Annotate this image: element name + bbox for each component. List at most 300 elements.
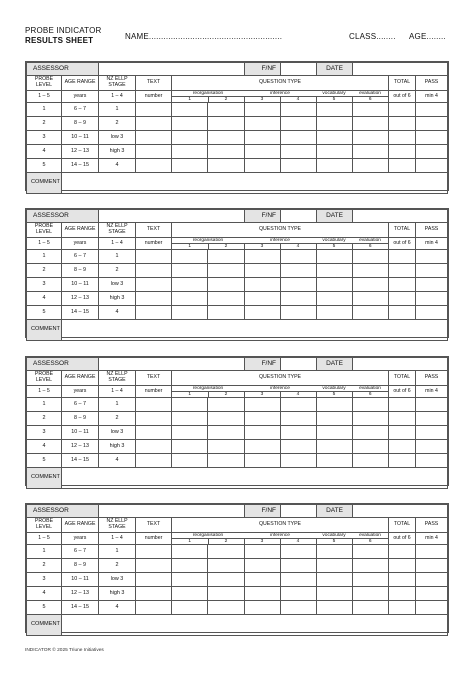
assessor-label: ASSESSOR: [27, 358, 99, 371]
pass-header: PASS: [416, 76, 448, 91]
entry-cell[interactable]: [136, 159, 172, 173]
entry-cell[interactable]: [136, 412, 172, 426]
entry-cell[interactable]: [317, 426, 353, 440]
question-number: 5: [316, 392, 352, 398]
entry-cell[interactable]: [208, 545, 245, 559]
entry-cell[interactable]: [389, 573, 416, 587]
entry-cell[interactable]: [281, 145, 317, 159]
entry-cell[interactable]: [389, 559, 416, 573]
entry-cell[interactable]: [353, 145, 389, 159]
probe-level-cell: 1: [27, 398, 62, 412]
entry-cell[interactable]: [281, 398, 317, 412]
probe-level-cell: 1: [27, 250, 62, 264]
entry-cell[interactable]: [389, 278, 416, 292]
entry-cell[interactable]: [208, 292, 245, 306]
entry-cell[interactable]: [245, 292, 281, 306]
question-number: 1: [172, 97, 208, 103]
entry-cell[interactable]: [317, 601, 353, 615]
vocabulary-label: vocabulary: [322, 533, 346, 538]
entry-cell[interactable]: [172, 131, 208, 145]
results-table-1: [25, 61, 449, 191]
entry-cell[interactable]: [245, 306, 281, 320]
entry-cell[interactable]: [208, 426, 245, 440]
entry-cell[interactable]: [172, 454, 208, 468]
name-field[interactable]: NAME.......................................................: [125, 32, 283, 41]
entry-cell[interactable]: [317, 250, 353, 264]
number-label: number: [136, 91, 172, 103]
nz-ellp-cell: low 3: [99, 573, 136, 587]
entry-cell[interactable]: [281, 601, 317, 615]
entry-cell[interactable]: [245, 601, 281, 615]
entry-cell[interactable]: [172, 117, 208, 131]
entry-cell[interactable]: [208, 559, 245, 573]
nz-ellp-cell: 4: [99, 601, 136, 615]
entry-cell[interactable]: [416, 131, 448, 145]
entry-cell[interactable]: [353, 426, 389, 440]
probe-level-cell: 3: [27, 278, 62, 292]
probe-level-cell: 1: [27, 545, 62, 559]
entry-cell[interactable]: [416, 278, 448, 292]
table-row: [27, 103, 448, 117]
entry-cell[interactable]: [208, 412, 245, 426]
probe-level-cell: 5: [27, 159, 62, 173]
table-row: [27, 145, 448, 159]
entry-cell[interactable]: [389, 131, 416, 145]
entry-cell[interactable]: [172, 103, 208, 117]
entry-cell[interactable]: [208, 145, 245, 159]
inference-label: inference: [270, 238, 290, 243]
title-block: [25, 26, 102, 46]
age-range-header: AGE RANGE: [62, 76, 99, 91]
entry-cell[interactable]: [172, 145, 208, 159]
entry-cell[interactable]: [353, 159, 389, 173]
results-table-4: [25, 503, 449, 633]
entry-cell[interactable]: [353, 454, 389, 468]
comment-input[interactable]: [62, 320, 448, 341]
entry-cell[interactable]: [317, 545, 353, 559]
nz-ellp-header: NZ ELLP STAGE: [99, 223, 136, 238]
table-row: [27, 440, 448, 454]
entry-cell[interactable]: [281, 117, 317, 131]
entry-cell[interactable]: [416, 159, 448, 173]
entry-cell[interactable]: [281, 278, 317, 292]
entry-cell[interactable]: [172, 264, 208, 278]
entry-cell[interactable]: [353, 573, 389, 587]
comment-input[interactable]: [62, 615, 448, 636]
vocabulary-label: vocabulary: [322, 91, 346, 96]
entry-cell[interactable]: [416, 587, 448, 601]
question-number: 4: [280, 539, 316, 545]
entry-cell[interactable]: [353, 412, 389, 426]
entry-cell[interactable]: [416, 454, 448, 468]
entry-cell[interactable]: [172, 292, 208, 306]
entry-cell[interactable]: [416, 573, 448, 587]
date-input[interactable]: [353, 505, 448, 518]
question-number: 2: [208, 244, 244, 250]
entry-cell[interactable]: [353, 306, 389, 320]
entry-cell[interactable]: [317, 159, 353, 173]
table-row: [27, 412, 448, 426]
entry-cell[interactable]: [245, 145, 281, 159]
entry-cell[interactable]: [208, 398, 245, 412]
entry-cell[interactable]: [245, 278, 281, 292]
question-number: 3: [244, 97, 280, 103]
probe-level-header: PROBE LEVEL: [27, 223, 62, 238]
entry-cell[interactable]: [136, 398, 172, 412]
entry-cell[interactable]: [317, 306, 353, 320]
age-range-cell: 6 – 7: [62, 103, 99, 117]
entry-cell[interactable]: [208, 587, 245, 601]
entry-cell[interactable]: [389, 103, 416, 117]
table-row: [27, 117, 448, 131]
entry-cell[interactable]: [281, 103, 317, 117]
entry-cell[interactable]: [245, 103, 281, 117]
entry-cell[interactable]: [136, 145, 172, 159]
entry-cell[interactable]: [416, 306, 448, 320]
entry-cell[interactable]: [317, 278, 353, 292]
entry-cell[interactable]: [136, 264, 172, 278]
entry-cell[interactable]: [317, 103, 353, 117]
question-number: 4: [280, 244, 316, 250]
entry-cell[interactable]: [136, 587, 172, 601]
question-number: 1: [172, 392, 208, 398]
entry-cell[interactable]: [245, 264, 281, 278]
entry-cell[interactable]: [281, 545, 317, 559]
entry-cell[interactable]: [245, 545, 281, 559]
entry-cell[interactable]: [353, 278, 389, 292]
nz-ellp-cell: high 3: [99, 145, 136, 159]
entry-cell[interactable]: [208, 278, 245, 292]
level-range: 1 – 5: [27, 533, 62, 545]
assessor-input[interactable]: [99, 358, 245, 371]
entry-cell[interactable]: [353, 264, 389, 278]
entry-cell[interactable]: [281, 264, 317, 278]
entry-cell[interactable]: [389, 601, 416, 615]
entry-cell[interactable]: [353, 292, 389, 306]
date-input[interactable]: [353, 210, 448, 223]
age-range-cell: 12 – 13: [62, 292, 99, 306]
entry-cell[interactable]: [136, 545, 172, 559]
years-label: years: [62, 91, 99, 103]
entry-cell[interactable]: [353, 559, 389, 573]
probe-level-header: PROBE LEVEL: [27, 518, 62, 533]
question-number: 5: [316, 244, 352, 250]
entry-cell[interactable]: [245, 454, 281, 468]
entry-cell[interactable]: [389, 306, 416, 320]
entry-cell[interactable]: [416, 412, 448, 426]
entry-cell[interactable]: [245, 573, 281, 587]
question-type-header: QUESTION TYPE: [172, 371, 389, 386]
min-label: min 4: [416, 386, 448, 398]
table-row: [27, 264, 448, 278]
entry-cell[interactable]: [416, 264, 448, 278]
question-number: 3: [244, 392, 280, 398]
entry-cell[interactable]: [208, 601, 245, 615]
entry-cell[interactable]: [208, 306, 245, 320]
title-line-2: RESULTS SHEET: [25, 36, 94, 45]
entry-cell[interactable]: [416, 145, 448, 159]
entry-cell[interactable]: [317, 573, 353, 587]
entry-cell[interactable]: [389, 145, 416, 159]
nz-ellp-cell: low 3: [99, 426, 136, 440]
table-row: [27, 545, 448, 559]
entry-cell[interactable]: [281, 306, 317, 320]
entry-cell[interactable]: [389, 587, 416, 601]
entry-cell[interactable]: [136, 601, 172, 615]
title-line-1: PROBE INDICATOR: [25, 26, 102, 35]
entry-cell[interactable]: [389, 440, 416, 454]
total-header: TOTAL: [389, 76, 416, 91]
entry-cell[interactable]: [136, 426, 172, 440]
probe-level-cell: 4: [27, 440, 62, 454]
nz-ellp-cell: 2: [99, 117, 136, 131]
entry-cell[interactable]: [317, 145, 353, 159]
entry-cell[interactable]: [317, 587, 353, 601]
entry-cell[interactable]: [389, 117, 416, 131]
entry-cell[interactable]: [136, 117, 172, 131]
entry-cell[interactable]: [317, 131, 353, 145]
text-header: TEXT: [136, 518, 172, 533]
entry-cell[interactable]: [353, 440, 389, 454]
assessor-input[interactable]: [99, 210, 245, 223]
entry-cell[interactable]: [208, 159, 245, 173]
entry-cell[interactable]: [172, 398, 208, 412]
age-range-cell: 8 – 9: [62, 412, 99, 426]
inference-label: inference: [270, 533, 290, 538]
entry-cell[interactable]: [136, 454, 172, 468]
nz-ellp-cell: 1: [99, 250, 136, 264]
entry-cell[interactable]: [389, 398, 416, 412]
fnf-label: F/NF: [245, 210, 281, 223]
question-number: 1: [172, 539, 208, 545]
entry-cell[interactable]: [416, 250, 448, 264]
age-field[interactable]: AGE........: [409, 32, 446, 41]
entry-cell[interactable]: [416, 292, 448, 306]
evaluation-label: evaluation: [359, 386, 381, 391]
inference-label: inference: [270, 386, 290, 391]
table-row: [27, 131, 448, 145]
entry-cell[interactable]: [136, 440, 172, 454]
stage-range: 1 – 4: [99, 91, 136, 103]
entry-cell[interactable]: [317, 412, 353, 426]
entry-cell[interactable]: [281, 587, 317, 601]
question-type-subheader: [172, 238, 389, 250]
entry-cell[interactable]: [172, 440, 208, 454]
entry-cell[interactable]: [416, 426, 448, 440]
date-input[interactable]: [353, 358, 448, 371]
question-type-subheader: [172, 91, 389, 103]
entry-cell[interactable]: [136, 250, 172, 264]
entry-cell[interactable]: [281, 454, 317, 468]
entry-cell[interactable]: [172, 306, 208, 320]
entry-cell[interactable]: [172, 587, 208, 601]
entry-cell[interactable]: [416, 398, 448, 412]
entry-cell[interactable]: [208, 440, 245, 454]
entry-cell[interactable]: [245, 559, 281, 573]
text-header: TEXT: [136, 223, 172, 238]
entry-cell[interactable]: [281, 250, 317, 264]
entry-cell[interactable]: [172, 601, 208, 615]
entry-cell[interactable]: [172, 159, 208, 173]
question-number: 1: [172, 244, 208, 250]
fnf-input[interactable]: [281, 358, 317, 371]
question-type-header: QUESTION TYPE: [172, 518, 389, 533]
entry-cell[interactable]: [416, 440, 448, 454]
entry-cell[interactable]: [416, 545, 448, 559]
nz-ellp-cell: 2: [99, 264, 136, 278]
probe-level-cell: 4: [27, 587, 62, 601]
inference-label: inference: [270, 91, 290, 96]
comment-input[interactable]: [62, 173, 448, 194]
fnf-input[interactable]: [281, 63, 317, 76]
entry-cell[interactable]: [317, 454, 353, 468]
age-range-cell: 14 – 15: [62, 601, 99, 615]
reorganisation-label: reorganisation: [192, 533, 224, 538]
entry-cell[interactable]: [245, 587, 281, 601]
table-row: [27, 250, 448, 264]
entry-cell[interactable]: [353, 545, 389, 559]
class-field[interactable]: CLASS........: [349, 32, 396, 41]
entry-cell[interactable]: [281, 131, 317, 145]
entry-cell[interactable]: [389, 412, 416, 426]
entry-cell[interactable]: [416, 103, 448, 117]
entry-cell[interactable]: [389, 454, 416, 468]
assessor-input[interactable]: [99, 63, 245, 76]
entry-cell[interactable]: [281, 440, 317, 454]
entry-cell[interactable]: [281, 559, 317, 573]
entry-cell[interactable]: [389, 545, 416, 559]
vocabulary-label: vocabulary: [322, 238, 346, 243]
entry-cell[interactable]: [281, 292, 317, 306]
evaluation-label: evaluation: [359, 91, 381, 96]
entry-cell[interactable]: [353, 250, 389, 264]
entry-cell[interactable]: [172, 250, 208, 264]
entry-cell[interactable]: [317, 292, 353, 306]
entry-cell[interactable]: [208, 117, 245, 131]
entry-cell[interactable]: [245, 426, 281, 440]
entry-cell[interactable]: [389, 250, 416, 264]
age-range-cell: 8 – 9: [62, 117, 99, 131]
date-input[interactable]: [353, 63, 448, 76]
vocabulary-label: vocabulary: [322, 386, 346, 391]
entry-cell[interactable]: [208, 131, 245, 145]
entry-cell[interactable]: [353, 601, 389, 615]
entry-cell[interactable]: [281, 573, 317, 587]
entry-cell[interactable]: [389, 426, 416, 440]
nz-ellp-header: NZ ELLP STAGE: [99, 518, 136, 533]
age-range-cell: 10 – 11: [62, 426, 99, 440]
entry-cell[interactable]: [136, 103, 172, 117]
entry-cell[interactable]: [208, 103, 245, 117]
entry-cell[interactable]: [245, 398, 281, 412]
entry-cell[interactable]: [416, 601, 448, 615]
entry-cell[interactable]: [172, 278, 208, 292]
table-row: [27, 559, 448, 573]
number-label: number: [136, 386, 172, 398]
entry-cell[interactable]: [136, 292, 172, 306]
fnf-input[interactable]: [281, 505, 317, 518]
entry-cell[interactable]: [389, 159, 416, 173]
probe-level-cell: 2: [27, 559, 62, 573]
fnf-label: F/NF: [245, 505, 281, 518]
entry-cell[interactable]: [136, 573, 172, 587]
entry-cell[interactable]: [245, 250, 281, 264]
total-header: TOTAL: [389, 371, 416, 386]
evaluation-label: evaluation: [359, 238, 381, 243]
nz-ellp-cell: 2: [99, 559, 136, 573]
entry-cell[interactable]: [353, 103, 389, 117]
table-row: [27, 278, 448, 292]
fnf-input[interactable]: [281, 210, 317, 223]
entry-cell[interactable]: [172, 426, 208, 440]
age-range-cell: 10 – 11: [62, 278, 99, 292]
entry-cell[interactable]: [389, 264, 416, 278]
entry-cell[interactable]: [172, 559, 208, 573]
entry-cell[interactable]: [245, 117, 281, 131]
question-number: 6: [352, 539, 388, 545]
table-row: [27, 292, 448, 306]
age-range-cell: 10 – 11: [62, 131, 99, 145]
entry-cell[interactable]: [172, 573, 208, 587]
assessor-input[interactable]: [99, 505, 245, 518]
entry-cell[interactable]: [208, 573, 245, 587]
entry-cell[interactable]: [245, 440, 281, 454]
age-range-header: AGE RANGE: [62, 371, 99, 386]
entry-cell[interactable]: [416, 117, 448, 131]
entry-cell[interactable]: [353, 131, 389, 145]
entry-cell[interactable]: [208, 454, 245, 468]
entry-cell[interactable]: [353, 398, 389, 412]
entry-cell[interactable]: [353, 587, 389, 601]
entry-cell[interactable]: [281, 412, 317, 426]
question-type-subheader: [172, 533, 389, 545]
entry-cell[interactable]: [208, 250, 245, 264]
comment-input[interactable]: [62, 468, 448, 489]
entry-cell[interactable]: [416, 559, 448, 573]
entry-cell[interactable]: [136, 559, 172, 573]
entry-cell[interactable]: [245, 131, 281, 145]
table-row: [27, 426, 448, 440]
entry-cell[interactable]: [281, 159, 317, 173]
entry-cell[interactable]: [245, 412, 281, 426]
entry-cell[interactable]: [136, 306, 172, 320]
probe-level-cell: 1: [27, 103, 62, 117]
entry-cell[interactable]: [208, 264, 245, 278]
entry-cell[interactable]: [172, 412, 208, 426]
min-label: min 4: [416, 238, 448, 250]
entry-cell[interactable]: [389, 292, 416, 306]
entry-cell[interactable]: [172, 545, 208, 559]
entry-cell[interactable]: [245, 159, 281, 173]
entry-cell[interactable]: [353, 117, 389, 131]
age-range-header: AGE RANGE: [62, 223, 99, 238]
entry-cell[interactable]: [317, 264, 353, 278]
entry-cell[interactable]: [317, 559, 353, 573]
comment-label: COMMENT: [27, 173, 62, 194]
entry-cell[interactable]: [136, 278, 172, 292]
entry-cell[interactable]: [317, 117, 353, 131]
entry-cell[interactable]: [281, 426, 317, 440]
entry-cell[interactable]: [317, 398, 353, 412]
entry-cell[interactable]: [136, 131, 172, 145]
stage-range: 1 – 4: [99, 238, 136, 250]
nz-ellp-cell: low 3: [99, 131, 136, 145]
footer: INDICATOR © 2025 Triune Initiatives: [25, 648, 104, 653]
probe-level-cell: 5: [27, 601, 62, 615]
table-row: [27, 159, 448, 173]
entry-cell[interactable]: [317, 440, 353, 454]
age-range-cell: 10 – 11: [62, 573, 99, 587]
